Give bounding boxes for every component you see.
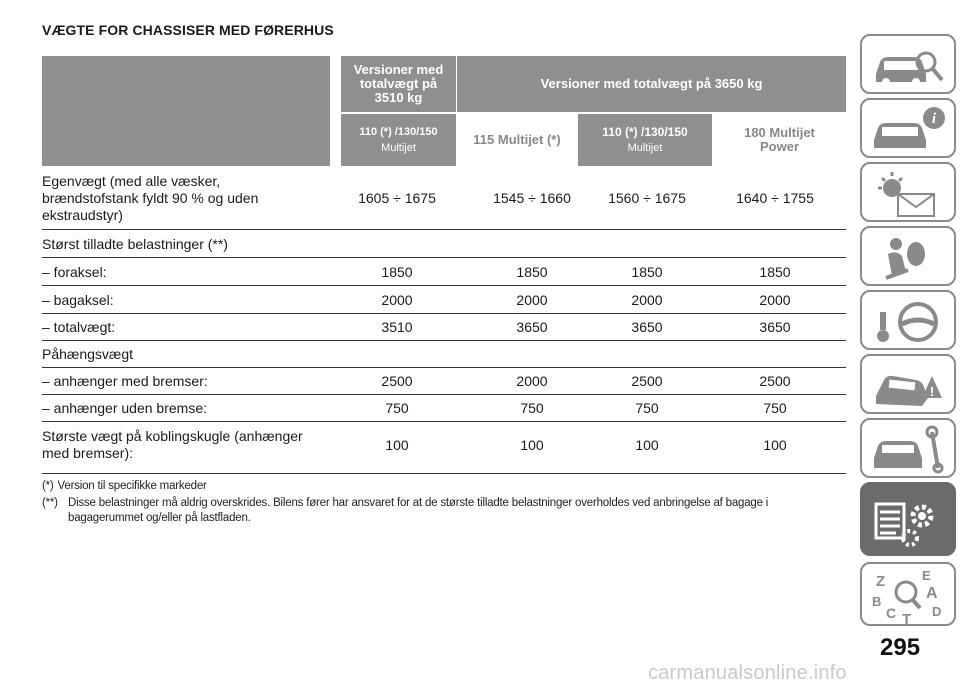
row-value: 1640 ÷ 1755 bbox=[736, 190, 814, 206]
table-row bbox=[42, 395, 846, 422]
header-col-2 bbox=[457, 114, 577, 166]
header-col-1-sub: Multijet bbox=[381, 141, 416, 154]
svg-text:!: ! bbox=[929, 384, 935, 399]
sidebar-tab-car-magnifier[interactable] bbox=[860, 34, 956, 94]
sidebar-tab-car-info[interactable] bbox=[860, 98, 956, 158]
index-letter: C bbox=[886, 605, 897, 621]
page-number: 295 bbox=[880, 634, 921, 661]
row-label: – totalvægt: bbox=[42, 319, 116, 335]
footnote bbox=[42, 479, 842, 494]
warning-light-envelope-icon bbox=[862, 164, 958, 224]
header-group-3510 bbox=[341, 56, 456, 112]
row-value: 100 bbox=[635, 437, 659, 453]
row-value: 2000 bbox=[381, 292, 413, 308]
header-col-3-sub: Multijet bbox=[627, 142, 663, 155]
header-col-3-main: 110 (*) /130/150 bbox=[602, 124, 688, 139]
row-value: 100 bbox=[385, 437, 409, 453]
footnote-text: Version til specifikke markeder bbox=[57, 480, 207, 492]
index-letter: Z bbox=[876, 573, 886, 590]
index-letter: B bbox=[872, 594, 882, 609]
header-group-3650-label: Versioner med totalvægt på 3650 kg bbox=[540, 75, 763, 91]
row-label: Påhængsvægt bbox=[42, 346, 134, 362]
index-letter: D bbox=[932, 604, 942, 619]
row-value: 750 bbox=[763, 400, 787, 416]
row-label: – bagaksel: bbox=[42, 292, 114, 308]
table-row bbox=[42, 166, 846, 230]
svg-text:i: i bbox=[931, 111, 937, 127]
car-info-icon bbox=[862, 100, 958, 160]
row-value: 2500 bbox=[381, 373, 413, 389]
row-label: – anhænger uden bremse: bbox=[42, 400, 207, 416]
table-row bbox=[42, 422, 846, 474]
row-value: 1850 bbox=[516, 264, 548, 280]
technical-data-gear-icon bbox=[862, 484, 958, 558]
table-row bbox=[42, 341, 846, 368]
header-col-4 bbox=[713, 114, 846, 166]
row-label: – foraksel: bbox=[42, 264, 107, 280]
page-heading: VÆGTE FOR CHASSISER MED FØRERHUS bbox=[42, 22, 334, 38]
row-value: 1850 bbox=[759, 264, 791, 280]
row-value: 100 bbox=[520, 437, 544, 453]
row-value: 2000 bbox=[631, 292, 663, 308]
footnote-mark: (**) bbox=[42, 497, 58, 509]
sidebar-tab-emergency[interactable] bbox=[860, 354, 956, 414]
row-label: – anhænger med bremser: bbox=[42, 373, 208, 389]
footnote-mark: (*) bbox=[42, 480, 54, 492]
footnote-text: Disse belastninger må aldrig overskrides. Bilens fører har ansvaret for at de største tilladte belastninger overholdes ved anbringelse af bagage i bagagerummet og/eller på lastfladen. bbox=[68, 497, 769, 524]
row-value: 750 bbox=[520, 400, 544, 416]
footnote bbox=[42, 496, 842, 526]
row-value: 2500 bbox=[759, 373, 791, 389]
header-col-1 bbox=[341, 114, 456, 166]
sidebar-tab-safety[interactable] bbox=[860, 226, 956, 286]
table-row bbox=[42, 368, 846, 395]
row-value: 1560 ÷ 1675 bbox=[608, 190, 686, 206]
header-blank-cell bbox=[42, 56, 330, 166]
table-row bbox=[42, 286, 846, 314]
row-value: 750 bbox=[635, 400, 659, 416]
row-value: 3650 bbox=[516, 319, 548, 335]
sidebar-tab-index[interactable] bbox=[860, 562, 956, 626]
row-value: 2000 bbox=[516, 373, 548, 389]
index-letter: T bbox=[902, 611, 912, 628]
row-value: 3650 bbox=[759, 319, 791, 335]
row-value: 2000 bbox=[759, 292, 791, 308]
row-value: 2000 bbox=[516, 292, 548, 308]
sidebar-tab-maintenance[interactable] bbox=[860, 418, 956, 478]
header-group-3650 bbox=[457, 56, 846, 112]
sidebar-tab-technical-data[interactable] bbox=[860, 482, 956, 556]
sidebar-tab-warning-lights[interactable] bbox=[860, 162, 956, 222]
row-value: 100 bbox=[763, 437, 787, 453]
header-col-1-main: 110 (*) /130/150 bbox=[359, 126, 438, 139]
car-breakdown-icon bbox=[862, 356, 958, 416]
table-row bbox=[42, 258, 846, 286]
row-value: 3650 bbox=[631, 319, 663, 335]
alphabetical-index-icon bbox=[862, 564, 958, 628]
watermark: carmanualsonline.info bbox=[648, 662, 847, 684]
row-label: Egenvægt (med alle væsker, brændstofstank fyldt 90 % og uden ekstraudstyr) bbox=[42, 173, 259, 223]
row-label: Største vægt på koblingskugle (anhænger med bremser): bbox=[42, 428, 303, 461]
header-group-3510-label: Versioner med totalvægt på 3510 kg bbox=[353, 61, 444, 106]
header-col-2-main: 115 Multijet (*) bbox=[473, 131, 561, 147]
row-value: 1545 ÷ 1660 bbox=[493, 190, 571, 206]
sidebar-tab-starting-driving[interactable] bbox=[860, 290, 956, 350]
row-value: 1850 bbox=[631, 264, 663, 280]
row-value: 2500 bbox=[631, 373, 663, 389]
table-row bbox=[42, 314, 846, 341]
row-value: 3510 bbox=[381, 319, 413, 335]
index-letter: E bbox=[922, 568, 931, 583]
row-value: 1605 ÷ 1675 bbox=[358, 190, 436, 206]
airbag-passenger-icon bbox=[862, 228, 958, 288]
header-col-3 bbox=[578, 114, 712, 166]
row-value: 1850 bbox=[381, 264, 413, 280]
header-divider bbox=[341, 112, 846, 114]
row-value: 750 bbox=[385, 400, 409, 416]
car-magnifier-icon bbox=[862, 36, 958, 96]
index-letter: A bbox=[926, 585, 938, 602]
table-row bbox=[42, 230, 846, 258]
car-wrench-icon bbox=[862, 420, 958, 480]
header-col-4-main: 180 Multijet Power bbox=[744, 124, 815, 154]
steering-wheel-key-icon bbox=[862, 292, 958, 352]
row-label: Størst tilladte belastninger (**) bbox=[42, 236, 228, 252]
